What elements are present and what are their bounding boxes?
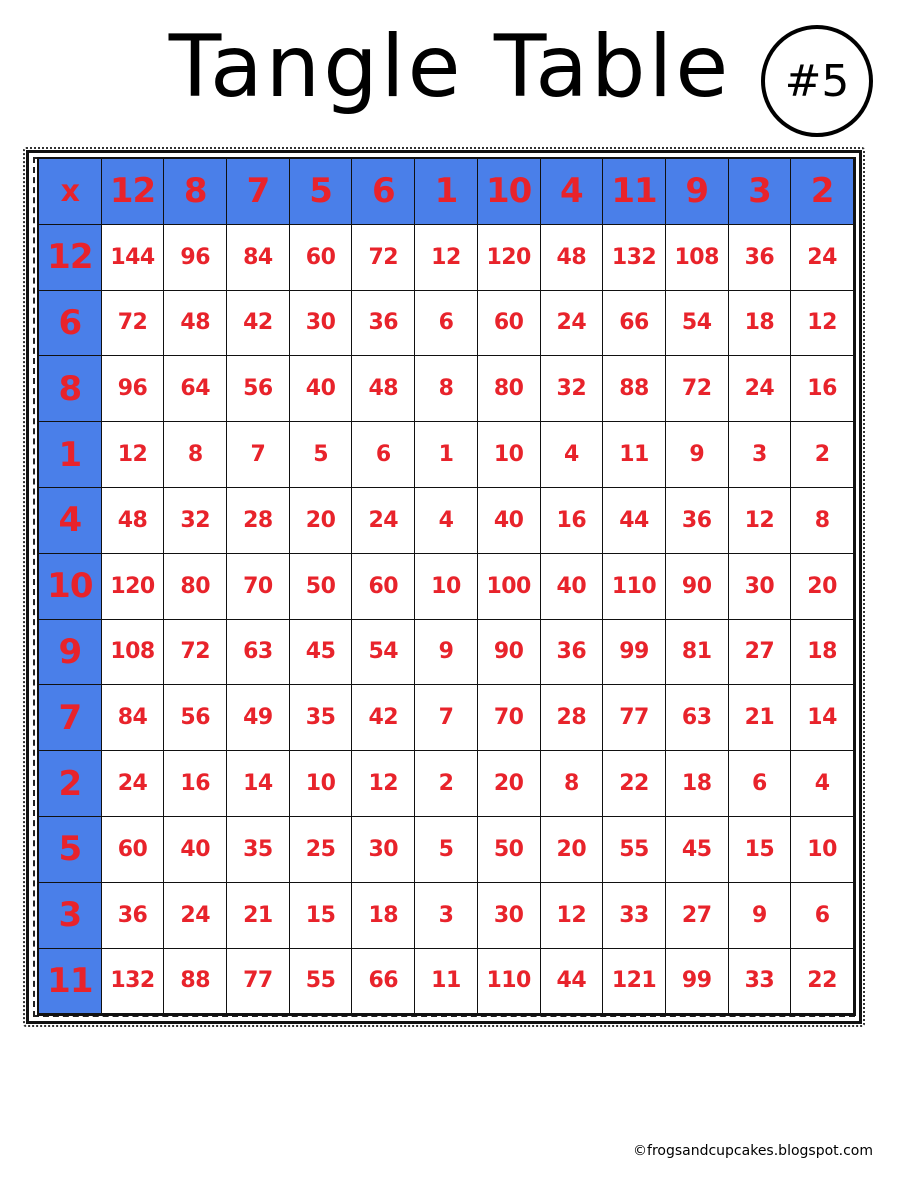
page-title: Tangle Table xyxy=(168,17,732,117)
row-header: 11 xyxy=(39,949,102,1015)
product-cell: 81 xyxy=(666,620,729,686)
product-cell: 84 xyxy=(227,225,290,291)
product-cell: 2 xyxy=(791,422,854,488)
product-cell: 36 xyxy=(352,291,415,357)
product-cell: 14 xyxy=(227,751,290,817)
product-cell: 2 xyxy=(415,751,478,817)
product-cell: 21 xyxy=(227,883,290,949)
row-header: 10 xyxy=(39,554,102,620)
column-header: 6 xyxy=(352,159,415,225)
product-cell: 36 xyxy=(102,883,165,949)
product-cell: 16 xyxy=(541,488,604,554)
column-header: 9 xyxy=(666,159,729,225)
product-cell: 30 xyxy=(729,554,792,620)
product-cell: 48 xyxy=(102,488,165,554)
product-cell: 12 xyxy=(541,883,604,949)
product-cell: 80 xyxy=(164,554,227,620)
product-cell: 28 xyxy=(541,685,604,751)
product-cell: 33 xyxy=(603,883,666,949)
product-cell: 33 xyxy=(729,949,792,1015)
product-cell: 24 xyxy=(541,291,604,357)
product-cell: 72 xyxy=(352,225,415,291)
product-cell: 8 xyxy=(791,488,854,554)
product-cell: 77 xyxy=(227,949,290,1015)
product-cell: 30 xyxy=(290,291,353,357)
product-cell: 99 xyxy=(603,620,666,686)
product-cell: 99 xyxy=(666,949,729,1015)
product-cell: 27 xyxy=(666,883,729,949)
product-cell: 24 xyxy=(102,751,165,817)
product-cell: 44 xyxy=(541,949,604,1015)
product-cell: 120 xyxy=(478,225,541,291)
product-cell: 63 xyxy=(666,685,729,751)
product-cell: 40 xyxy=(290,356,353,422)
product-cell: 10 xyxy=(415,554,478,620)
product-cell: 36 xyxy=(666,488,729,554)
product-cell: 18 xyxy=(666,751,729,817)
column-header: 11 xyxy=(603,159,666,225)
corner-symbol: x xyxy=(39,159,102,225)
product-cell: 132 xyxy=(603,225,666,291)
product-cell: 42 xyxy=(352,685,415,751)
product-cell: 54 xyxy=(666,291,729,357)
product-cell: 8 xyxy=(415,356,478,422)
product-cell: 48 xyxy=(352,356,415,422)
product-cell: 60 xyxy=(352,554,415,620)
product-cell: 9 xyxy=(666,422,729,488)
column-header: 7 xyxy=(227,159,290,225)
product-cell: 49 xyxy=(227,685,290,751)
product-cell: 10 xyxy=(791,817,854,883)
product-cell: 28 xyxy=(227,488,290,554)
product-cell: 45 xyxy=(290,620,353,686)
product-cell: 48 xyxy=(541,225,604,291)
product-cell: 80 xyxy=(478,356,541,422)
row-header: 12 xyxy=(39,225,102,291)
product-cell: 64 xyxy=(164,356,227,422)
product-cell: 132 xyxy=(102,949,165,1015)
product-cell: 72 xyxy=(666,356,729,422)
row-header: 8 xyxy=(39,356,102,422)
product-cell: 32 xyxy=(541,356,604,422)
product-cell: 108 xyxy=(102,620,165,686)
product-cell: 121 xyxy=(603,949,666,1015)
product-cell: 12 xyxy=(729,488,792,554)
row-header: 5 xyxy=(39,817,102,883)
product-cell: 108 xyxy=(666,225,729,291)
row-header: 6 xyxy=(39,291,102,357)
product-cell: 96 xyxy=(102,356,165,422)
table-number-badge: #5 xyxy=(761,25,873,137)
product-cell: 70 xyxy=(478,685,541,751)
product-cell: 84 xyxy=(102,685,165,751)
product-cell: 6 xyxy=(352,422,415,488)
product-cell: 11 xyxy=(415,949,478,1015)
row-header: 2 xyxy=(39,751,102,817)
product-cell: 6 xyxy=(415,291,478,357)
product-cell: 24 xyxy=(729,356,792,422)
column-header: 8 xyxy=(164,159,227,225)
product-cell: 54 xyxy=(352,620,415,686)
product-cell: 8 xyxy=(541,751,604,817)
product-cell: 22 xyxy=(791,949,854,1015)
column-header: 12 xyxy=(102,159,165,225)
product-cell: 35 xyxy=(290,685,353,751)
product-cell: 10 xyxy=(290,751,353,817)
multiplication-table xyxy=(37,157,856,1016)
product-cell: 24 xyxy=(164,883,227,949)
product-cell: 40 xyxy=(164,817,227,883)
product-cell: 12 xyxy=(352,751,415,817)
product-cell: 44 xyxy=(603,488,666,554)
product-cell: 55 xyxy=(603,817,666,883)
column-header: 1 xyxy=(415,159,478,225)
product-cell: 21 xyxy=(729,685,792,751)
product-cell: 18 xyxy=(352,883,415,949)
product-cell: 36 xyxy=(541,620,604,686)
column-header: 10 xyxy=(478,159,541,225)
product-cell: 8 xyxy=(164,422,227,488)
product-cell: 90 xyxy=(478,620,541,686)
product-cell: 40 xyxy=(478,488,541,554)
product-cell: 70 xyxy=(227,554,290,620)
product-cell: 96 xyxy=(164,225,227,291)
product-cell: 5 xyxy=(290,422,353,488)
row-header: 4 xyxy=(39,488,102,554)
product-cell: 7 xyxy=(415,685,478,751)
product-cell: 4 xyxy=(791,751,854,817)
product-cell: 4 xyxy=(415,488,478,554)
product-cell: 63 xyxy=(227,620,290,686)
copyright-footer: ©frogsandcupcakes.blogspot.com xyxy=(633,1143,873,1159)
product-cell: 4 xyxy=(541,422,604,488)
product-cell: 120 xyxy=(102,554,165,620)
product-cell: 15 xyxy=(729,817,792,883)
product-cell: 36 xyxy=(729,225,792,291)
row-header: 9 xyxy=(39,620,102,686)
product-cell: 100 xyxy=(478,554,541,620)
product-cell: 7 xyxy=(227,422,290,488)
product-cell: 15 xyxy=(290,883,353,949)
product-cell: 14 xyxy=(791,685,854,751)
product-cell: 110 xyxy=(478,949,541,1015)
product-cell: 48 xyxy=(164,291,227,357)
product-cell: 32 xyxy=(164,488,227,554)
product-cell: 30 xyxy=(478,883,541,949)
product-cell: 12 xyxy=(415,225,478,291)
product-cell: 20 xyxy=(478,751,541,817)
product-cell: 66 xyxy=(603,291,666,357)
product-cell: 5 xyxy=(415,817,478,883)
product-cell: 3 xyxy=(415,883,478,949)
product-cell: 45 xyxy=(666,817,729,883)
product-cell: 110 xyxy=(603,554,666,620)
product-cell: 20 xyxy=(290,488,353,554)
product-cell: 60 xyxy=(102,817,165,883)
product-cell: 3 xyxy=(729,422,792,488)
product-cell: 40 xyxy=(541,554,604,620)
product-cell: 24 xyxy=(352,488,415,554)
product-cell: 144 xyxy=(102,225,165,291)
row-header: 3 xyxy=(39,883,102,949)
product-cell: 16 xyxy=(791,356,854,422)
column-header: 2 xyxy=(791,159,854,225)
product-cell: 60 xyxy=(478,291,541,357)
product-cell: 60 xyxy=(290,225,353,291)
column-header: 3 xyxy=(729,159,792,225)
product-cell: 9 xyxy=(415,620,478,686)
product-cell: 88 xyxy=(164,949,227,1015)
row-header: 7 xyxy=(39,685,102,751)
product-cell: 20 xyxy=(541,817,604,883)
product-cell: 55 xyxy=(290,949,353,1015)
product-cell: 56 xyxy=(164,685,227,751)
product-cell: 11 xyxy=(603,422,666,488)
product-cell: 88 xyxy=(603,356,666,422)
column-header: 5 xyxy=(290,159,353,225)
product-cell: 10 xyxy=(478,422,541,488)
row-header: 1 xyxy=(39,422,102,488)
product-cell: 6 xyxy=(791,883,854,949)
product-cell: 27 xyxy=(729,620,792,686)
product-cell: 22 xyxy=(603,751,666,817)
column-header: 4 xyxy=(541,159,604,225)
product-cell: 50 xyxy=(290,554,353,620)
product-cell: 90 xyxy=(666,554,729,620)
product-cell: 42 xyxy=(227,291,290,357)
product-cell: 24 xyxy=(791,225,854,291)
product-cell: 6 xyxy=(729,751,792,817)
product-cell: 12 xyxy=(102,422,165,488)
product-cell: 72 xyxy=(164,620,227,686)
product-cell: 20 xyxy=(791,554,854,620)
product-cell: 50 xyxy=(478,817,541,883)
product-cell: 35 xyxy=(227,817,290,883)
product-cell: 18 xyxy=(791,620,854,686)
product-cell: 9 xyxy=(729,883,792,949)
product-cell: 72 xyxy=(102,291,165,357)
product-cell: 56 xyxy=(227,356,290,422)
product-cell: 18 xyxy=(729,291,792,357)
product-cell: 16 xyxy=(164,751,227,817)
product-cell: 1 xyxy=(415,422,478,488)
product-cell: 30 xyxy=(352,817,415,883)
product-cell: 12 xyxy=(791,291,854,357)
product-cell: 66 xyxy=(352,949,415,1015)
product-cell: 25 xyxy=(290,817,353,883)
product-cell: 77 xyxy=(603,685,666,751)
